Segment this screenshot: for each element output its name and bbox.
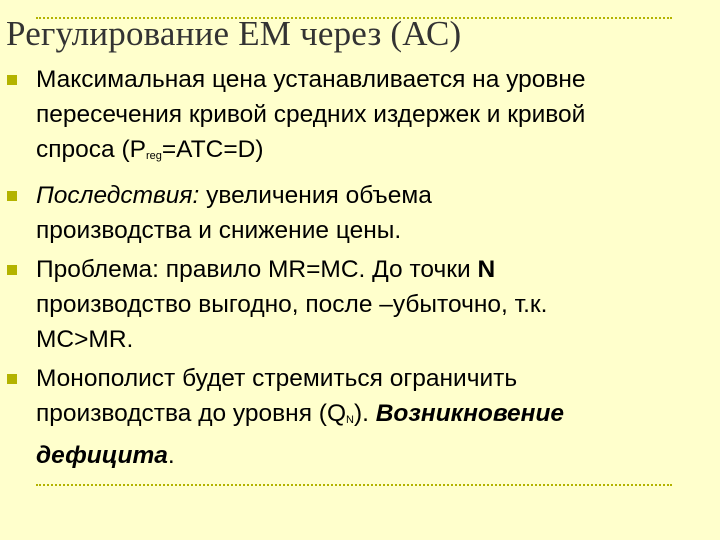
square-bullet-icon [7, 75, 17, 85]
footer-rule [36, 484, 672, 486]
square-bullet-icon [7, 191, 17, 201]
bullet-text: Максимальная цена устанавливается на уровне пересечения кривой средних издержек и кривой спроса $(P_{reg}=ATC=D)$ [36, 66, 586, 163]
slide-title: Регулирование ЕМ через (АС) [6, 14, 462, 53]
subscript: N [346, 414, 354, 426]
bullet-text: Монополист будет стремиться ограничить производства до уровня $(Q_N)$. Возникновение дефицита. [36, 365, 565, 469]
bullet-item-2 [0, 178, 720, 248]
bullet-text: Последствия: увеличения объема производства и снижение цены. [36, 182, 432, 244]
bullet-list [0, 62, 720, 477]
subscript: reg [145, 150, 162, 162]
emphasis-text: дефицита [36, 442, 168, 469]
bullet-item-3 [0, 252, 720, 357]
bullet-item-4 [0, 361, 720, 473]
italic-term: Последствия: [36, 182, 200, 209]
emphasis-text: Возникновение [375, 400, 565, 427]
bold-point: N [477, 256, 496, 283]
bullet-text: Проблема: правило MR=MC. До точки N производство выгодно, после –убыточно, т.к. MC>MR. [36, 256, 548, 353]
square-bullet-icon [7, 265, 17, 275]
bullet-item-1 [0, 62, 720, 174]
square-bullet-icon [7, 374, 17, 384]
